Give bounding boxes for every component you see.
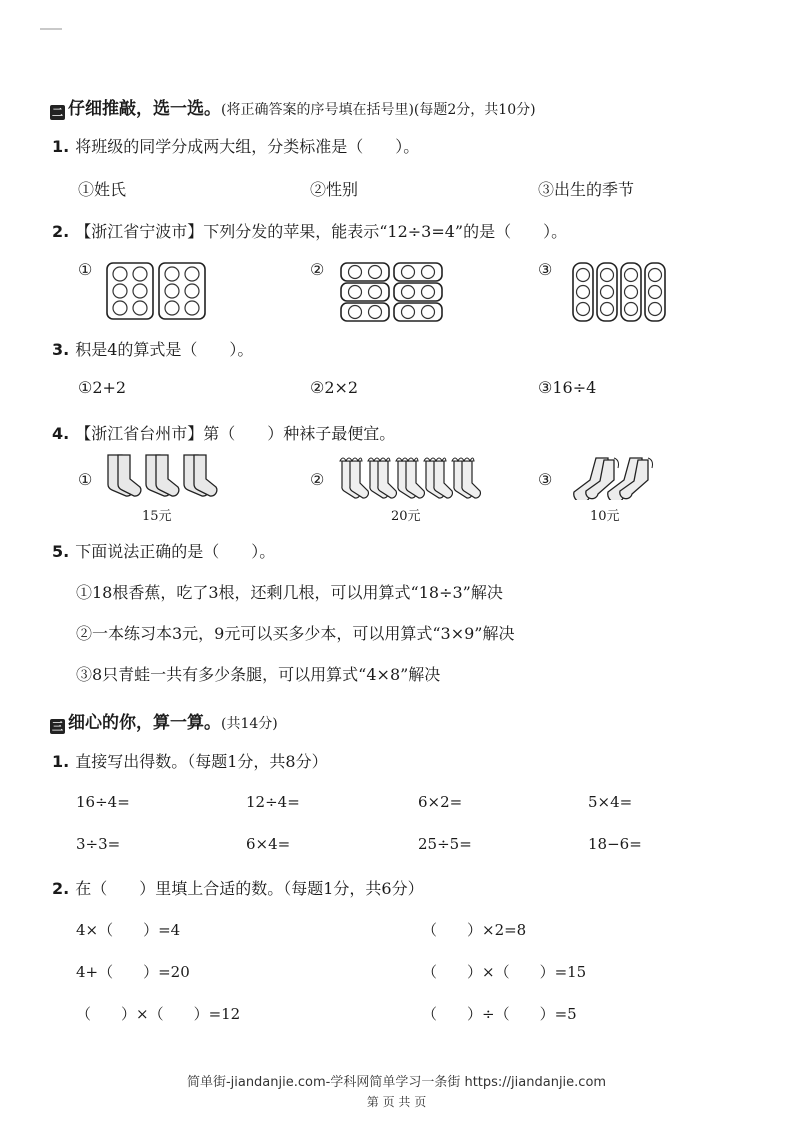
fill-item: （ ）×（ ）=15 bbox=[422, 963, 587, 981]
fill-item: 4+（ ）=20 bbox=[76, 963, 190, 981]
q4-price-3: 10元 bbox=[590, 509, 620, 524]
socks-option-2 bbox=[336, 455, 484, 501]
question-2 bbox=[52, 219, 567, 242]
q5-option-3: ③8只青蛙一共有多少条腿，可以用算式“4×8”解决 bbox=[76, 665, 441, 684]
q5-option-2: ②一本练习本3元，9元可以买多少本，可以用算式“3×9”解决 bbox=[76, 624, 515, 643]
footer-site: 简单街-jiandanjie.com-学科网简单学习一条街 https://jiandanjie.com bbox=[186, 1075, 607, 1090]
q3-option-2: ②2×2 bbox=[310, 378, 359, 397]
section2-header bbox=[50, 708, 278, 734]
calc-item: 12÷4= bbox=[246, 793, 300, 811]
question-text: 【浙江省台州市】第（ ）种袜子最便宜。 bbox=[75, 424, 396, 443]
q4-mark-1: ① bbox=[78, 470, 93, 489]
q4-price-2: 20元 bbox=[391, 509, 421, 524]
footer-page: 第 页 共 页 bbox=[366, 1095, 427, 1109]
section1-badge: 二 bbox=[52, 106, 63, 119]
q4-mark-3: ③ bbox=[538, 470, 553, 489]
q2-mark-1: ① bbox=[78, 260, 93, 279]
socks-option-1 bbox=[102, 452, 220, 498]
question-text: 将班级的同学分成两大组，分类标准是（ ）。 bbox=[75, 137, 420, 156]
section2-badge: 三 bbox=[52, 720, 63, 733]
calc-question-2 bbox=[52, 876, 424, 899]
q1-option-2: ②性别 bbox=[310, 180, 359, 199]
calc-item: 6×2= bbox=[418, 793, 463, 811]
q2-mark-2: ② bbox=[310, 260, 325, 279]
calc-item: 25÷5= bbox=[418, 835, 472, 853]
q1-option-1: ①姓氏 bbox=[78, 180, 127, 199]
question-5 bbox=[52, 539, 275, 562]
question-text: 在（ ）里填上合适的数。（每题1分，共6分） bbox=[75, 879, 424, 898]
q4-mark-2: ② bbox=[310, 470, 325, 489]
question-number: 3. bbox=[52, 340, 70, 359]
section1-header bbox=[50, 94, 536, 120]
question-3 bbox=[52, 337, 253, 360]
calc-item: 16÷4= bbox=[76, 793, 130, 811]
question-number: 2. bbox=[52, 222, 70, 241]
q3-option-1: ①2+2 bbox=[78, 378, 127, 397]
question-text: 【浙江省宁波市】下列分发的苹果，能表示“12÷3=4”的是（ ）。 bbox=[75, 222, 568, 241]
socks-option-3 bbox=[570, 454, 660, 500]
question-number: 2. bbox=[52, 879, 70, 898]
section1-note: (将正确答案的序号填在括号里)(每题2分，共10分) bbox=[221, 102, 536, 118]
question-number: 1. bbox=[52, 752, 70, 771]
calc-item: 6×4= bbox=[246, 835, 291, 853]
q4-price-1: 15元 bbox=[142, 509, 172, 524]
question-text: 下面说法正确的是（ ）。 bbox=[75, 542, 276, 561]
apple-group-1 bbox=[106, 262, 206, 320]
section1-title: 仔细推敲，选一选。 bbox=[68, 99, 221, 119]
question-text: 直接写出得数。（每题1分，共8分） bbox=[75, 752, 328, 771]
fill-item: （ ）×2=8 bbox=[422, 921, 527, 939]
question-number: 5. bbox=[52, 542, 70, 561]
q5-option-1: ①18根香蕉，吃了3根，还剩几根，可以用算式“18÷3”解决 bbox=[76, 583, 503, 602]
fill-item: （ ）÷（ ）=5 bbox=[422, 1005, 577, 1023]
calc-item: 5×4= bbox=[588, 793, 633, 811]
calc-item: 18−6= bbox=[588, 835, 642, 853]
apple-group-3 bbox=[572, 262, 666, 322]
top-mark bbox=[40, 28, 62, 30]
question-text: 积是4的算式是（ ）。 bbox=[75, 340, 254, 359]
fill-item: （ ）×（ ）=12 bbox=[76, 1005, 241, 1023]
question-4 bbox=[52, 421, 395, 444]
q3-option-3: ③16÷4 bbox=[538, 378, 597, 397]
section2-note: (共14分) bbox=[221, 716, 278, 732]
question-number: 1. bbox=[52, 137, 70, 156]
fill-item: 4×（ ）=4 bbox=[76, 921, 181, 939]
apple-group-2 bbox=[340, 262, 444, 322]
q1-option-3: ③出生的季节 bbox=[538, 180, 635, 199]
section2-title: 细心的你，算一算。 bbox=[68, 713, 221, 733]
calc-item: 3÷3= bbox=[76, 835, 121, 853]
q2-mark-3: ③ bbox=[538, 260, 553, 279]
calc-question-1 bbox=[52, 749, 328, 772]
question-1 bbox=[52, 134, 419, 157]
question-number: 4. bbox=[52, 424, 70, 443]
